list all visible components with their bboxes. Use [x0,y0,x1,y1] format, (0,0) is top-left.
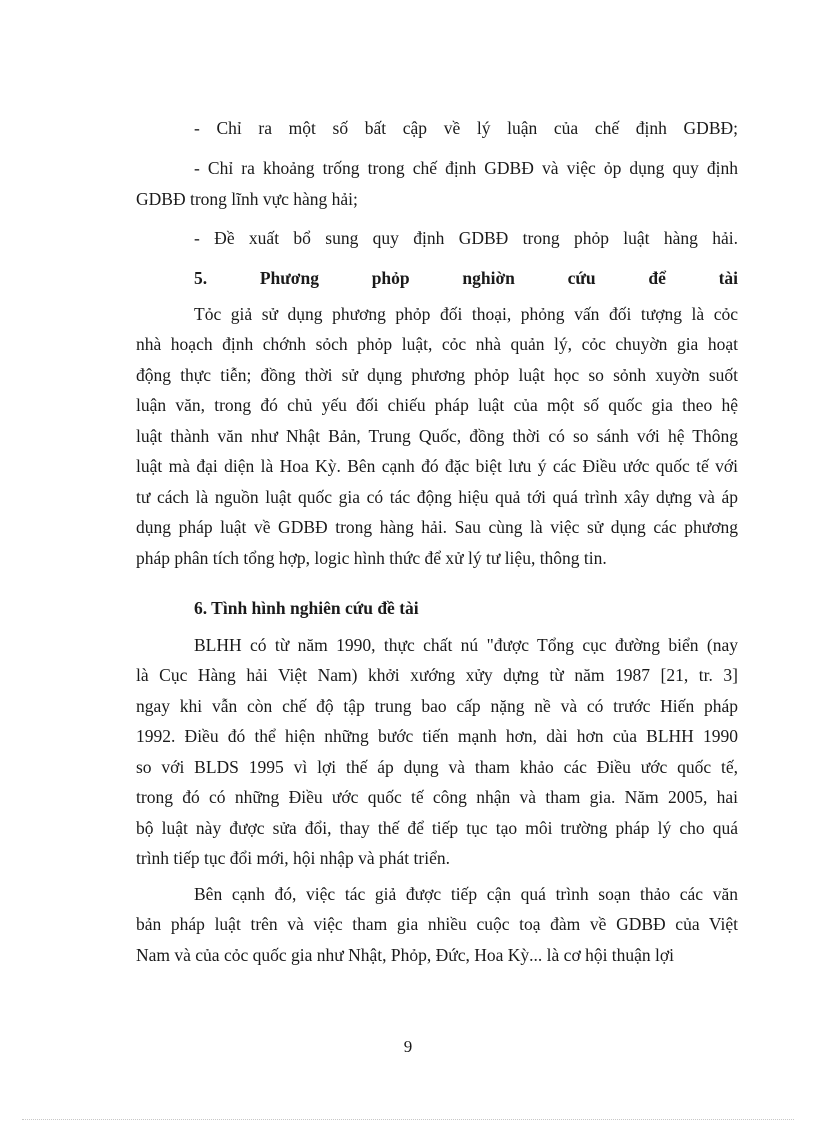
text-line: bản pháp luật trên và việc tham gia nhiều cuộc toạ đàm về GDBĐ của Việt [136,914,738,934]
text-line: Bên cạnh đó, việc tác giả được tiếp cận quá trình soạn thảo các văn [194,884,738,904]
text-line: Nam và của cỏc quốc gia như Nhật, Phỏp, Đức, Hoa Kỳ... là cơ hội thuận lợi [136,945,675,965]
text-line: dụng pháp luật về GDBĐ trong hàng hải. Sau cùng là việc sử dụng các phương [136,517,738,537]
heading-word: phỏp [371,268,410,288]
footer-divider [22,1119,794,1120]
text-line: BLHH có từ năm 1990, thực chất nú "được Tổng cục đường biển (nay [194,635,738,655]
heading-word: cứu [567,268,596,288]
objective-item-continuation: GDBĐ trong lĩnh vực hàng hải; [136,189,358,209]
text-line: luận văn, trong đó chủ yếu đối chiếu pháp luật của một số quốc gia theo hệ [136,395,738,415]
heading-word: tài [718,268,739,288]
heading-word: Phương [259,268,319,288]
objective-item: - Chỉ ra khoảng trống trong chế định GDBĐ và việc ỏp dụng quy định [194,158,738,178]
heading-word: nghiờn [462,268,515,288]
text-line: pháp phân tích tổng hợp, logic hình thức để xử lý tư liệu, thông tin. [136,548,607,568]
text-line: luật thành văn như Nhật Bản, Trung Quốc, đồng thời có so sánh với hệ Thông [136,426,738,446]
text-line: ngay khi vẫn còn chế độ tập trung bao cấp nặng nề và có trước Hiến pháp [136,696,738,716]
heading-word: 5. [194,268,208,288]
text-line: so với BLDS 1995 vì lợi thế áp dụng và tham khảo các Điều ước quốc tế, [136,757,738,777]
heading-word: để [648,268,666,288]
page-number: 9 [403,1037,413,1056]
text-line: trình tiếp tục đổi mới, hội nhập và phát triển. [136,848,450,868]
text-line: bộ luật này được sửa đổi, thay thế để tiếp tục tạo môi trường pháp lý cho quá [136,818,738,838]
text-line: là Cục Hàng hải Việt Nam) khởi xướng xửy dựng từ năm 1987 [21, tr. 3] [136,665,738,685]
text-line: 1992. Điều đó thể hiện những bước tiến mạnh hơn, dài hơn của BLHH 1990 [136,726,738,746]
text-line: Tỏc giả sử dụng phương phỏp đối thoại, phỏng vấn đối tượng là cỏc [194,304,738,324]
text-line: trong đó có những Điều ước quốc tế công nhận và tham gia. Năm 2005, hai [136,787,738,807]
text-line: tư cách là nguồn luật quốc gia có tác động hiệu quả tới quá trình xây dựng và áp [136,487,738,507]
text-line: luật mà đại diện là Hoa Kỳ. Bên cạnh đó đặc biệt lưu ý các Điều ước quốc tế với [136,456,738,476]
section-6-heading: 6. Tình hình nghiên cứu đề tài [194,598,419,618]
objective-item: - Đề xuất bổ sung quy định GDBĐ trong phỏp luật hàng hải. [194,228,738,248]
text-line: nhà hoạch định chớnh sỏch phỏp luật, cỏc nhà quản lý, cỏc chuyờn gia hoạt [136,334,738,354]
text-line: động thực tiễn; đồng thời sử dụng phương phỏp luật học so sỏnh xuyờn suốt [136,365,738,385]
section-5-heading [194,267,738,289]
objective-item: - Chỉ ra một số bất cập về lý luận của chế định GDBĐ; [194,118,738,138]
